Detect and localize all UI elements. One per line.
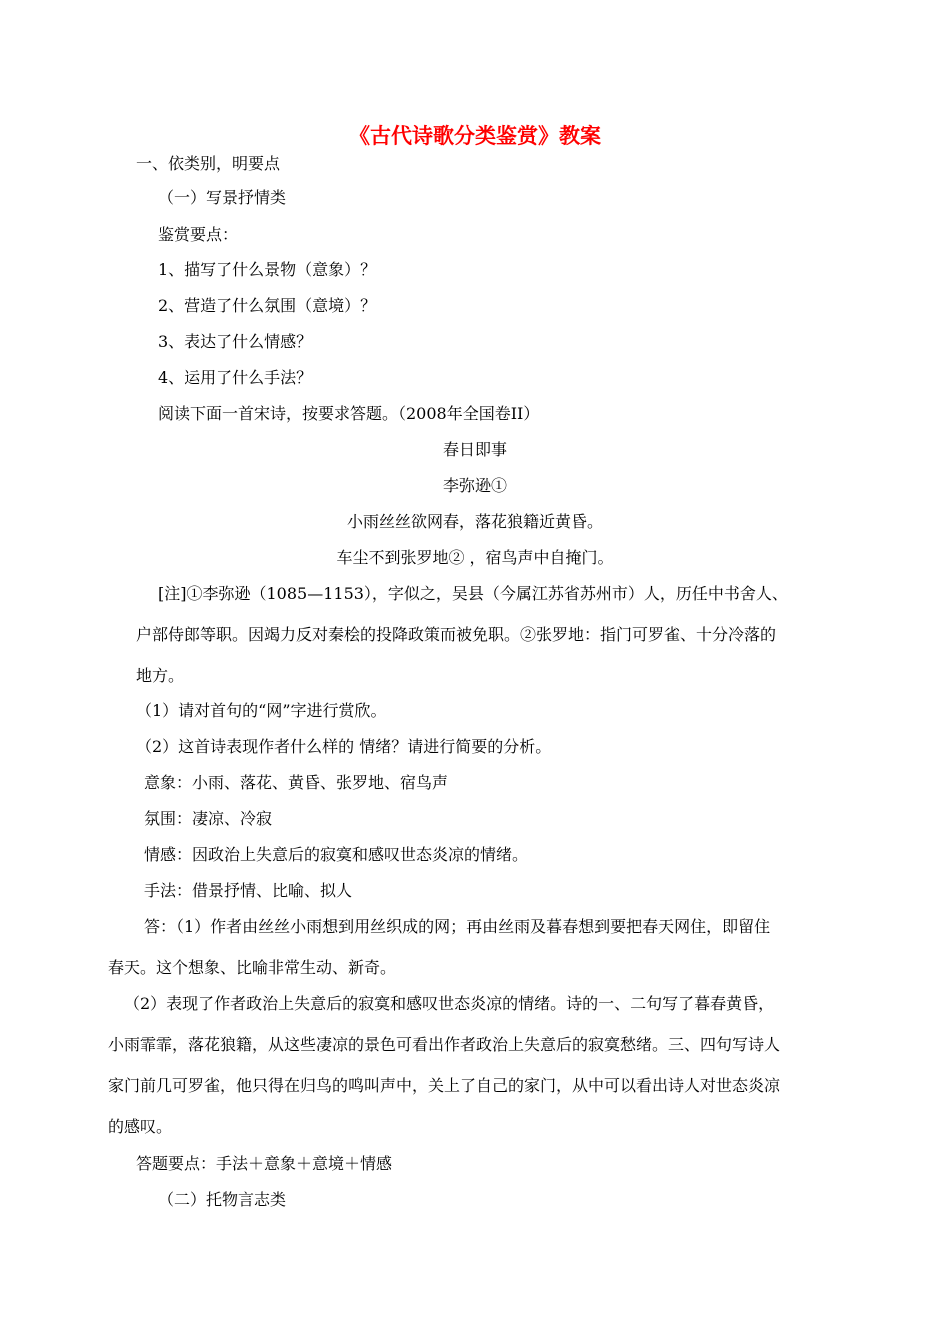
answer-text: 家门前几可罗雀，他只得在归鸟的鸣叫声中，关上了自己的家门，从中可以看出诗人对世态炎凉 xyxy=(108,1076,781,1095)
subsection-heading: （二）托物言志类 xyxy=(158,1190,287,1209)
answer-text: 春天。这个想象、比喻非常生动、新奇。 xyxy=(108,958,397,977)
analysis-atmosphere: 氛围：凄凉、冷寂 xyxy=(144,809,273,828)
section-heading: 一、依类别，明要点 xyxy=(136,154,281,173)
point-item: 3、表达了什么情感？ xyxy=(158,332,313,351)
note-text: 户部侍郎等职。因竭力反对秦桧的投降政策而被免职。②张罗地：指门可罗雀、十分冷落的 xyxy=(136,625,777,644)
answer-formula: 答题要点：手法＋意象＋意境＋情感 xyxy=(136,1154,393,1173)
answer-text: 的感叹。 xyxy=(108,1117,173,1136)
answer-text: 小雨霏霏，落花狼籍，从这些凄凉的景色可看出作者政治上失意后的寂寞愁绪。三、四句写诗人 xyxy=(108,1035,781,1054)
answer-text: （2）表现了作者政治上失意后的寂寞和感叹世态炎凉的情绪。诗的一、二句写了暮春黄昏， xyxy=(124,994,775,1013)
page-title: 《古代诗歌分类鉴赏》教案 xyxy=(349,124,601,148)
poem-line: 小雨丝丝欲网春，落花狼籍近黄昏。 xyxy=(346,512,603,531)
poem-line: 车尘不到张罗地② ，宿鸟声中自掩门。 xyxy=(336,548,614,567)
poem-title: 春日即事 xyxy=(442,440,507,459)
point-item: 4、运用了什么手法？ xyxy=(158,368,313,387)
note-text: 地方。 xyxy=(136,666,185,685)
point-item: 1、描写了什么景物（意象）？ xyxy=(158,260,377,279)
point-item: 2、营造了什么氛围（意境）？ xyxy=(158,296,377,315)
analysis-technique: 手法：借景抒情、比喻、拟人 xyxy=(144,881,353,900)
exercise-intro: 阅读下面一首宋诗，按要求答题。（2008年全国卷II） xyxy=(158,404,540,423)
note-text: [注]①李弥逊（1085—1153），字似之，吴县（今属江苏省苏州市）人，历任中书舍人、 xyxy=(158,584,788,603)
question-item: （2）这首诗表现作者什么样的 情绪？请进行简要的分析。 xyxy=(136,737,552,756)
subsection-heading: （一）写景抒情类 xyxy=(158,188,287,207)
poem-author: 李弥逊① xyxy=(442,476,507,495)
analysis-imagery: 意象：小雨、落花、黄昏、张罗地、宿鸟声 xyxy=(144,773,449,792)
points-label: 鉴赏要点： xyxy=(158,225,239,244)
answer-text: 答：（1）作者由丝丝小雨想到用丝织成的网；再由丝雨及暮春想到要把春天网住，即留住 xyxy=(144,917,771,936)
analysis-emotion: 情感：因政治上失意后的寂寞和感叹世态炎凉的情绪。 xyxy=(144,845,529,864)
question-item: （1）请对首句的“网”字进行赏欣。 xyxy=(136,701,387,720)
